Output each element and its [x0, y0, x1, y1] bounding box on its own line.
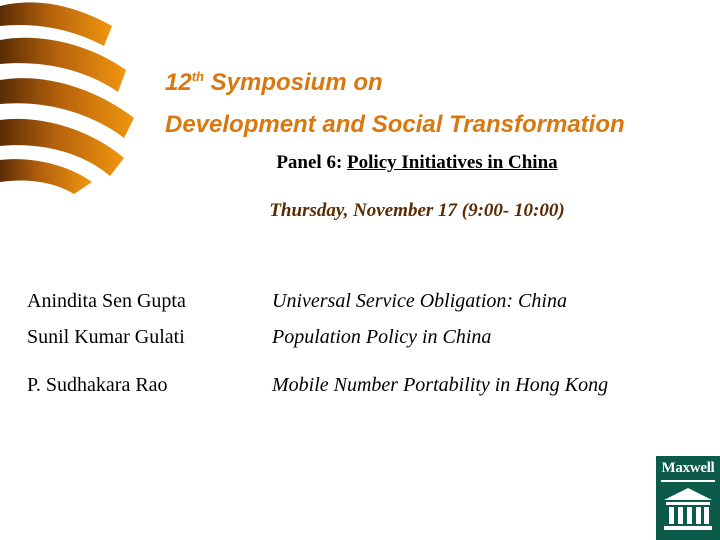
maxwell-logo [656, 456, 720, 540]
maxwell-logo-text: Maxwell [661, 460, 715, 476]
session-date: Thursday, November 17 (9:00- 10:00) [269, 200, 565, 221]
panel-title: Policy Initiatives in China [347, 152, 558, 173]
symposium-title [165, 56, 625, 146]
building-columns-icon [662, 486, 714, 534]
talk-topic: Population Policy in China [272, 326, 492, 348]
panel-label: Panel 6: [276, 152, 348, 173]
speaker-name: Sunil Kumar Gulati [27, 326, 185, 348]
talk-topic: Universal Service Obligation: China [272, 290, 567, 312]
panel-heading [0, 152, 720, 174]
title-line1-rest: Symposium on [203, 69, 383, 96]
title-superscript: th [191, 69, 204, 84]
speaker-name: P. Sudhakara Rao [27, 374, 168, 396]
title-line-2: Development and Social Transformation [165, 111, 625, 138]
title-line-1 [165, 56, 625, 104]
title-number: 12 [165, 69, 192, 96]
speaker-name: Anindita Sen Gupta [27, 290, 186, 312]
logo-divider [661, 480, 715, 482]
talk-topic: Mobile Number Portability in Hong Kong [272, 374, 609, 396]
